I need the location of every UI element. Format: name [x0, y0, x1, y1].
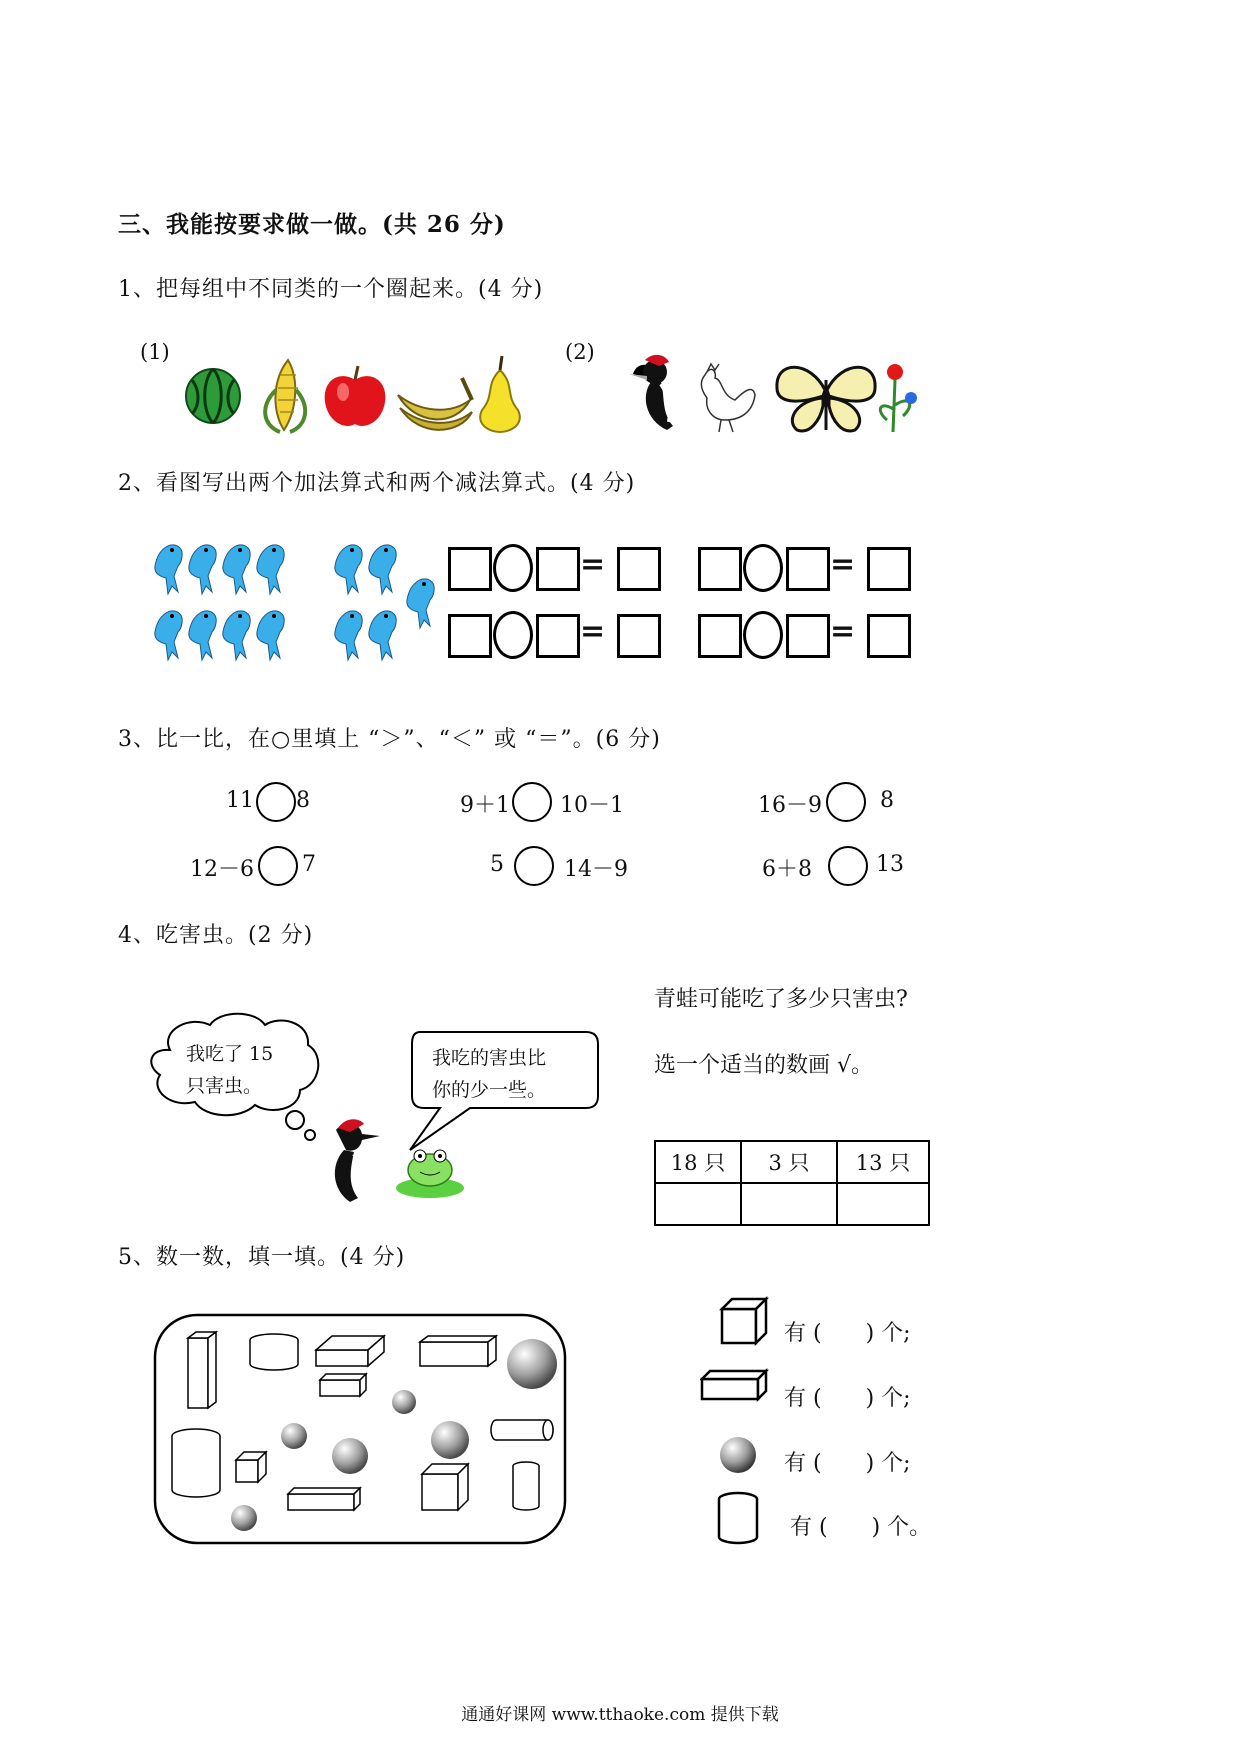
compare-circle[interactable] — [826, 782, 866, 822]
choice-label: 13 只 — [837, 1141, 929, 1183]
choice-label: 3 只 — [741, 1141, 837, 1183]
woodpecker-bubble-line-2: 只害虫。 — [186, 1075, 263, 1097]
frog-bubble-text — [432, 1042, 546, 1106]
frog-icon — [396, 1150, 464, 1198]
woodpecker-bubble-line-1: 我吃了 15 — [186, 1043, 274, 1065]
group-1-label: (1) — [140, 340, 170, 364]
choice-answer-cell[interactable] — [741, 1183, 837, 1225]
compare-right: 10－1 — [560, 793, 624, 818]
compare-right: 7 — [302, 852, 316, 877]
compare-circle[interactable] — [258, 846, 298, 886]
compare-right: 14－9 — [564, 857, 628, 882]
answer-box[interactable] — [698, 614, 742, 658]
rooster-icon[interactable] — [701, 364, 755, 432]
compare-circle[interactable] — [828, 846, 868, 886]
compare-left: 6＋8 — [762, 857, 812, 882]
sphere-icon — [720, 1437, 756, 1473]
count-cylinder-text: 有 ( ) 个。 — [790, 1515, 932, 1540]
cube-shape — [422, 1464, 468, 1510]
count-cube-text: 有 ( ) 个; — [784, 1321, 911, 1346]
shapes-picture — [150, 1310, 570, 1548]
compare-right: 8 — [296, 788, 310, 813]
dolphin-picture — [150, 530, 440, 665]
question-3-text: 3、比一比，在○里填上 “＞”、“＜” 或 “＝”。(6 分) — [118, 727, 661, 752]
compare-left: 11 — [226, 788, 254, 813]
butterfly-icon[interactable] — [777, 367, 875, 431]
equals-sign: = — [580, 547, 606, 582]
choice-table — [654, 1140, 930, 1226]
dolphin-group-right — [335, 545, 434, 660]
equals-sign: = — [830, 614, 856, 649]
compare-left: 12－6 — [190, 857, 254, 882]
page-footer: 通通好课网 www.tthaoke.com 提供下载 — [461, 1705, 779, 1725]
choice-answer-row — [655, 1183, 929, 1225]
count-cuboid-text: 有 ( ) 个; — [784, 1386, 911, 1411]
compare-right: 8 — [880, 788, 894, 813]
group-2-label: (2) — [565, 340, 595, 364]
question-2-text: 2、看图写出两个加法算式和两个减法算式。(4 分) — [118, 471, 636, 496]
cylinder-shape — [250, 1334, 298, 1370]
answer-box[interactable] — [867, 614, 911, 658]
answer-box[interactable] — [448, 547, 492, 591]
operator-circle[interactable] — [743, 611, 783, 659]
answer-box[interactable] — [867, 547, 911, 591]
watermelon-icon[interactable] — [186, 369, 240, 423]
shape-legend-icons — [700, 1295, 780, 1565]
pear-icon[interactable] — [480, 356, 520, 432]
cube-shape — [236, 1452, 266, 1482]
frog-question: 青蛙可能吃了多少只害虫? — [654, 987, 908, 1012]
flower-icon[interactable] — [880, 364, 917, 432]
cuboid-shape — [288, 1488, 360, 1510]
question-4-text: 4、吃害虫。(2 分) — [118, 923, 314, 948]
cuboid-shape — [316, 1336, 384, 1366]
compare-circle[interactable] — [514, 846, 554, 886]
compare-circle[interactable] — [512, 782, 552, 822]
question-1-text: 1、把每组中不同类的一个圈起来。(4 分) — [118, 277, 544, 302]
operator-circle[interactable] — [743, 544, 783, 592]
equals-sign: = — [830, 547, 856, 582]
apple-icon[interactable] — [325, 366, 386, 426]
answer-box[interactable] — [786, 614, 830, 658]
section-title: 三、我能按要求做一做。(共 26 分) — [118, 211, 506, 238]
choice-answer-cell[interactable] — [655, 1183, 741, 1225]
operator-circle[interactable] — [493, 611, 533, 659]
cuboid-icon — [702, 1371, 766, 1399]
banana-icon[interactable] — [398, 378, 472, 430]
choose-instruction: 选一个适当的数画 √。 — [654, 1053, 874, 1078]
cuboid-shape — [420, 1336, 496, 1366]
answer-box[interactable] — [617, 547, 661, 591]
cuboid-shape — [320, 1374, 366, 1396]
compare-circle[interactable] — [256, 782, 296, 822]
equals-sign: = — [580, 614, 606, 649]
count-sphere-text: 有 ( ) 个; — [784, 1451, 911, 1476]
group-2-pictures — [625, 350, 925, 435]
cylinder-shape — [172, 1429, 220, 1497]
woodpecker-icon[interactable] — [629, 355, 673, 430]
frog-bubble-line-1: 我吃的害虫比 — [432, 1047, 547, 1069]
answer-box[interactable] — [617, 614, 661, 658]
answer-box[interactable] — [536, 614, 580, 658]
compare-left: 16－9 — [758, 793, 822, 818]
compare-left: 5 — [490, 852, 504, 877]
answer-box[interactable] — [448, 614, 492, 658]
choice-label: 18 只 — [655, 1141, 741, 1183]
cube-icon — [722, 1299, 766, 1343]
answer-box[interactable] — [786, 547, 830, 591]
cuboid-shape — [188, 1332, 216, 1408]
corn-icon[interactable] — [265, 360, 305, 432]
cylinder-icon — [719, 1493, 757, 1543]
frog-bubble-line-2: 你的少一些。 — [432, 1079, 547, 1101]
choice-header-row — [655, 1141, 929, 1183]
woodpecker-bubble-text — [186, 1038, 273, 1102]
answer-box[interactable] — [698, 547, 742, 591]
woodpecker-icon — [335, 1119, 380, 1202]
group-1-pictures — [180, 350, 540, 435]
cylinder-shape — [513, 1462, 539, 1510]
cylinder-shape — [491, 1420, 553, 1440]
choice-answer-cell[interactable] — [837, 1183, 929, 1225]
operator-circle[interactable] — [493, 544, 533, 592]
question-5-text: 5、数一数，填一填。(4 分) — [118, 1245, 406, 1270]
answer-box[interactable] — [536, 547, 580, 591]
dolphin-group-left — [155, 545, 284, 660]
compare-left: 9＋1 — [460, 793, 510, 818]
compare-right: 13 — [876, 852, 904, 877]
